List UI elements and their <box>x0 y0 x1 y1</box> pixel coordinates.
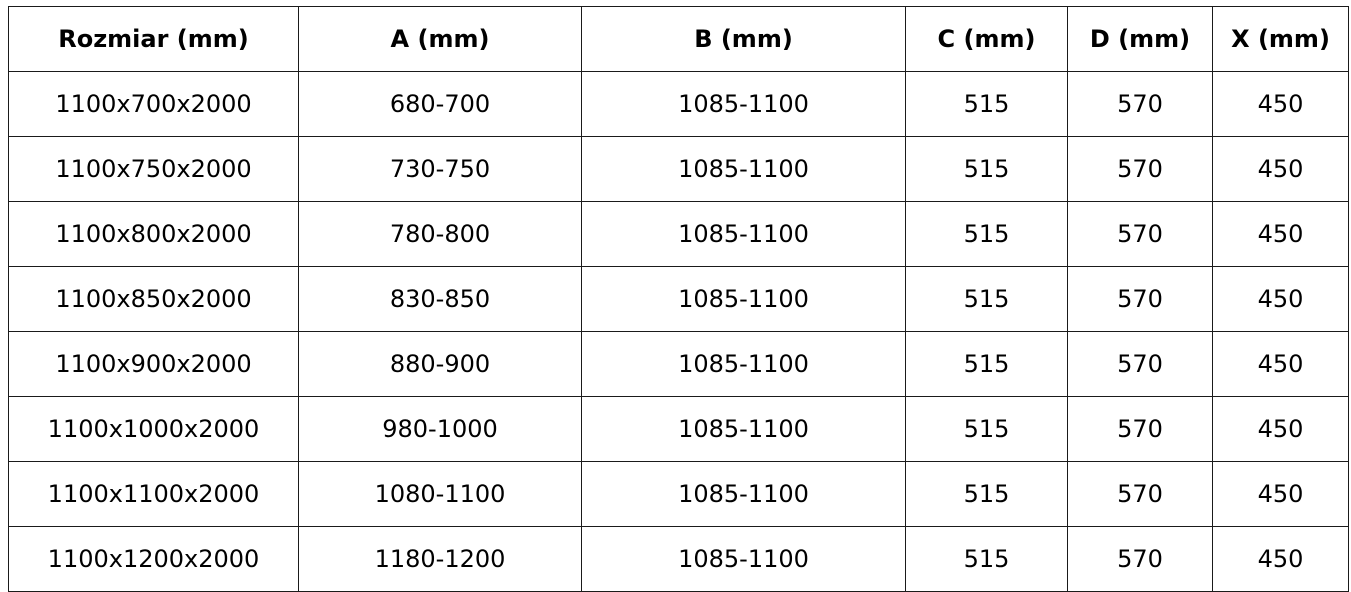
cell-x: 450 <box>1213 332 1349 397</box>
table-row <box>9 462 1349 527</box>
cell-d: 570 <box>1068 397 1213 462</box>
cell-x: 450 <box>1213 202 1349 267</box>
cell-b: 1085-1100 <box>582 527 906 592</box>
table-row <box>9 332 1349 397</box>
cell-c: 515 <box>906 397 1068 462</box>
cell-x: 450 <box>1213 72 1349 137</box>
table-row <box>9 72 1349 137</box>
cell-b: 1085-1100 <box>582 72 906 137</box>
table-row <box>9 202 1349 267</box>
column-header-d: D (mm) <box>1068 7 1213 72</box>
cell-a: 680-700 <box>299 72 582 137</box>
dimensions-table <box>8 6 1349 592</box>
table-row <box>9 397 1349 462</box>
table-header <box>9 7 1349 72</box>
column-header-b: B (mm) <box>582 7 906 72</box>
cell-x: 450 <box>1213 267 1349 332</box>
cell-x: 450 <box>1213 462 1349 527</box>
table-body <box>9 72 1349 592</box>
cell-rozmiar: 1100x1100x2000 <box>9 462 299 527</box>
cell-b: 1085-1100 <box>582 462 906 527</box>
cell-c: 515 <box>906 462 1068 527</box>
column-header-rozmiar: Rozmiar (mm) <box>9 7 299 72</box>
cell-b: 1085-1100 <box>582 397 906 462</box>
cell-rozmiar: 1100x900x2000 <box>9 332 299 397</box>
cell-d: 570 <box>1068 202 1213 267</box>
cell-b: 1085-1100 <box>582 267 906 332</box>
cell-d: 570 <box>1068 72 1213 137</box>
cell-a: 730-750 <box>299 137 582 202</box>
cell-a: 780-800 <box>299 202 582 267</box>
cell-x: 450 <box>1213 397 1349 462</box>
column-header-c: C (mm) <box>906 7 1068 72</box>
cell-c: 515 <box>906 332 1068 397</box>
cell-rozmiar: 1100x750x2000 <box>9 137 299 202</box>
cell-c: 515 <box>906 202 1068 267</box>
cell-d: 570 <box>1068 137 1213 202</box>
cell-d: 570 <box>1068 527 1213 592</box>
cell-a: 1080-1100 <box>299 462 582 527</box>
cell-b: 1085-1100 <box>582 137 906 202</box>
cell-rozmiar: 1100x700x2000 <box>9 72 299 137</box>
cell-a: 830-850 <box>299 267 582 332</box>
column-header-a: A (mm) <box>299 7 582 72</box>
cell-rozmiar: 1100x1200x2000 <box>9 527 299 592</box>
table-header-row <box>9 7 1349 72</box>
cell-a: 980-1000 <box>299 397 582 462</box>
table-row <box>9 137 1349 202</box>
cell-d: 570 <box>1068 462 1213 527</box>
cell-a: 1180-1200 <box>299 527 582 592</box>
cell-rozmiar: 1100x1000x2000 <box>9 397 299 462</box>
cell-x: 450 <box>1213 527 1349 592</box>
cell-b: 1085-1100 <box>582 202 906 267</box>
cell-d: 570 <box>1068 332 1213 397</box>
cell-x: 450 <box>1213 137 1349 202</box>
cell-d: 570 <box>1068 267 1213 332</box>
table-row <box>9 267 1349 332</box>
table-row <box>9 527 1349 592</box>
column-header-x: X (mm) <box>1213 7 1349 72</box>
cell-rozmiar: 1100x850x2000 <box>9 267 299 332</box>
cell-c: 515 <box>906 527 1068 592</box>
cell-c: 515 <box>906 137 1068 202</box>
cell-a: 880-900 <box>299 332 582 397</box>
cell-c: 515 <box>906 72 1068 137</box>
cell-rozmiar: 1100x800x2000 <box>9 202 299 267</box>
cell-c: 515 <box>906 267 1068 332</box>
cell-b: 1085-1100 <box>582 332 906 397</box>
